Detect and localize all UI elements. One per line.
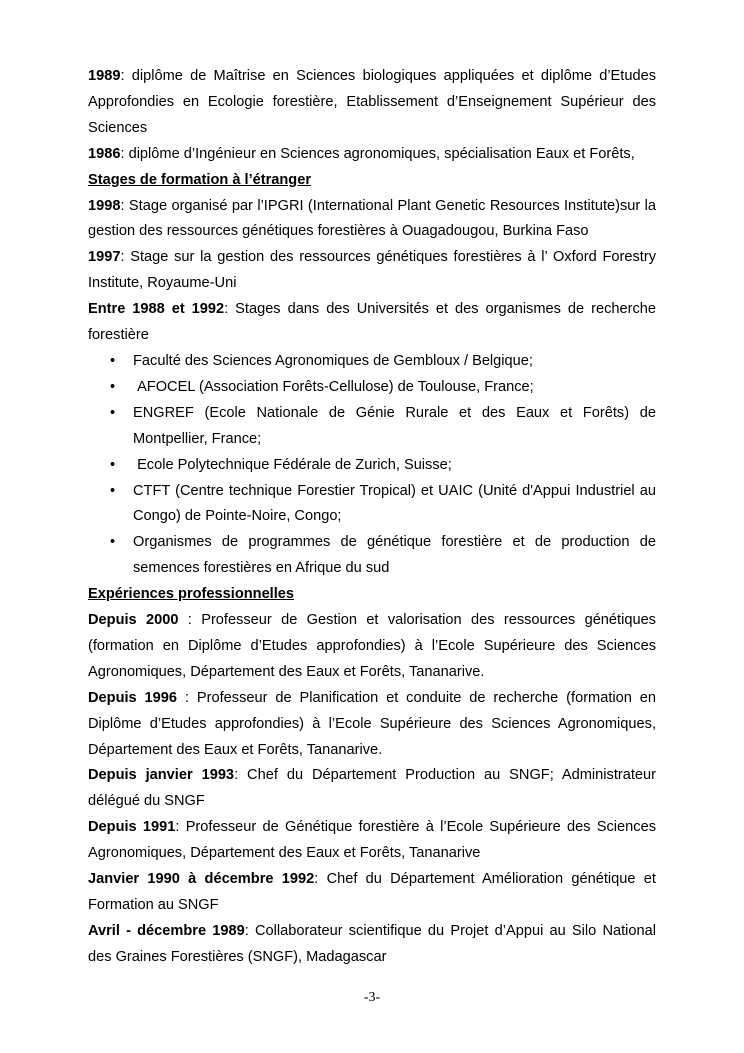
stage-entry-1997 [88, 245, 656, 297]
entry-date: Entre 1988 et 1992 [88, 301, 225, 318]
entry-date: 1989 [88, 68, 121, 84]
education-entry-1986 [88, 142, 656, 168]
entry-text: : diplôme d’Ingénieur en Sciences agronomiques, spécialisation Eaux et Forêts, [120, 145, 635, 162]
entry-text: : Chef du Département Amélioration génétique et Formation au SNGF [88, 871, 656, 913]
bullet-icon: • [110, 482, 116, 499]
stages-heading: Stages de formation à l’étranger [88, 171, 312, 188]
bullet-icon: • [110, 456, 116, 473]
entry-text: : diplôme de Maîtrise en Sciences biologiques appliquées et diplôme d’Etudes Approfondies en Ecologie forestière, Etablissement d’Enseignement Supérieur des Sciences [88, 68, 656, 136]
entry-text: : Professeur de Planification et conduite de recherche (formation en Diplôme d’Etudes approfondies) à l’Ecole Supérieure des Sciences Agronomiques, Département des Eaux et Forêts, Tananarive. [88, 689, 656, 758]
bullet-icon: • [110, 534, 116, 551]
list-item [88, 349, 656, 375]
entry-text: : Stage organisé par l’IPGRI (International Plant Genetic Resources Institute)sur la gestion des ressources génétiques forestières à Ouagadougou, Burkina Faso [88, 197, 656, 240]
entry-date: Janvier 1990 à décembre 1992 [88, 871, 315, 888]
experience-entry-1993 [88, 763, 656, 815]
entry-text: : Stages dans des Universités et des organismes de recherche forestière [88, 301, 656, 344]
experience-entry-1996 [88, 686, 656, 764]
page-number: -3- [363, 990, 381, 1005]
list-item [88, 479, 656, 531]
experience-entry-1990-1992 [88, 867, 656, 919]
entry-date: Avril - décembre 1989 [88, 922, 245, 939]
entry-text: : Chef du Département Production au SNGF; Administrateur délégué du SNGF [88, 767, 656, 810]
list-item [88, 530, 656, 582]
entry-text: : Professeur de Génétique forestière à l’Ecole Supérieure des Sciences Agronomiques, Département des Eaux et Forêts, Tananarive [88, 819, 656, 862]
entry-date: 1986 [88, 145, 121, 162]
list-item-text: AFOCEL (Association Forêts-Cellulose) de Toulouse, France; [133, 378, 534, 395]
list-item-text: Organismes de programmes de génétique forestière et de production de semences forestières en Afrique du sud [133, 534, 656, 577]
list-item-text: ENGREF (Ecole Nationale de Génie Rurale et des Eaux et Forêts) de Montpellier, France; [133, 404, 656, 447]
bullet-icon: • [110, 404, 116, 421]
stage-institutions-list [88, 349, 656, 582]
entry-date: Depuis 2000 [88, 612, 179, 629]
experience-entry-2000 [88, 608, 656, 686]
stage-entry-1988-1992 [88, 297, 656, 349]
experience-heading: Expériences professionnelles [88, 586, 295, 603]
list-item [88, 401, 656, 453]
entry-date: Depuis 1996 [88, 689, 178, 706]
entry-date: 1998 [88, 197, 121, 214]
bullet-icon: • [110, 378, 116, 395]
list-item [88, 453, 656, 479]
entry-text: : Professeur de Gestion et valorisation des ressources génétiques (formation en Diplôme d’Etudes approfondies) à l’Ecole Supérieure des Sciences Agronomiques, Département des Eaux et Forêts, Tananarive. [88, 612, 656, 680]
list-item-text: Ecole Polytechnique Fédérale de Zurich, Suisse; [133, 456, 452, 473]
entry-date: Depuis janvier 1993 [88, 767, 235, 784]
entry-text: : Collaborateur scientifique du Projet d’Appui au Silo National des Graines Forestières (SNGF), Madagascar [88, 922, 656, 965]
experience-entry-1991 [88, 815, 656, 867]
entry-text: : Stage sur la gestion des ressources génétiques forestières à l’ Oxford Forestry Institute, Royaume-Uni [88, 249, 656, 292]
education-entry-1989 [88, 64, 656, 142]
entry-date: 1997 [88, 249, 121, 266]
entry-date: Depuis 1991 [88, 819, 176, 836]
list-item-text: CTFT (Centre technique Forestier Tropical) et UAIC (Unité d'Appui Industriel au Congo) de Pointe-Noire, Congo; [133, 482, 656, 525]
stage-entry-1998 [88, 194, 656, 246]
document-body [88, 64, 656, 971]
experience-entry-1989 [88, 919, 656, 971]
list-item-text: Faculté des Sciences Agronomiques de Gembloux / Belgique; [133, 352, 533, 369]
list-item [88, 375, 656, 401]
bullet-icon: • [110, 352, 116, 369]
